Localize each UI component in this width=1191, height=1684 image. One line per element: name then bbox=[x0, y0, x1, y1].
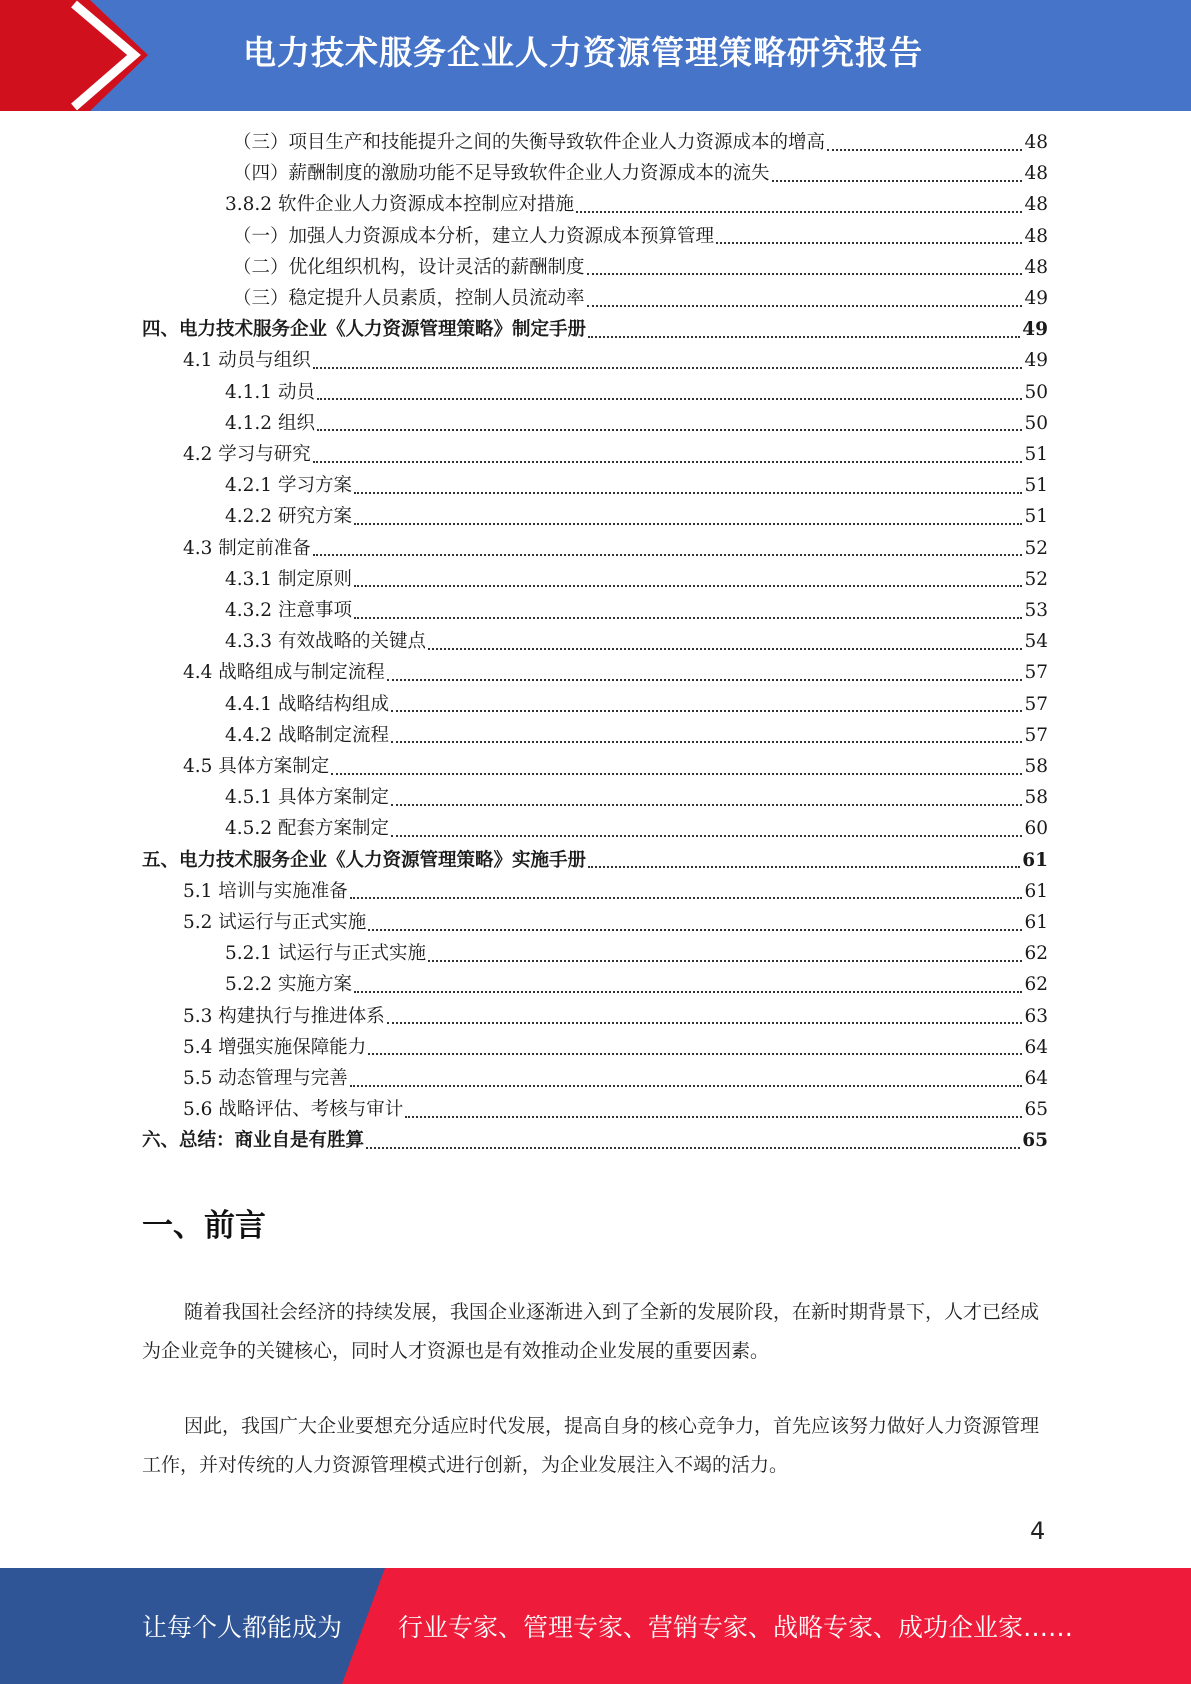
toc-entry-page: 61 bbox=[1024, 912, 1048, 933]
footer-slogan-left: 让每个人都能成为 bbox=[142, 1613, 343, 1642]
toc-entry[interactable] bbox=[225, 408, 1048, 439]
toc-entry-title: 5.4 增强实施保障能力 bbox=[183, 1036, 367, 1058]
toc-entry-page: 62 bbox=[1024, 974, 1048, 996]
toc-dot-leader bbox=[391, 804, 1022, 806]
toc-entry-title: 5.3 构建执行与推进体系 bbox=[183, 1005, 385, 1027]
toc-entry-page: 49 bbox=[1022, 319, 1048, 341]
toc-entry[interactable] bbox=[233, 283, 1048, 314]
toc-entry-title: 4.4.2 战略制定流程 bbox=[225, 724, 389, 746]
toc-entry[interactable] bbox=[225, 938, 1048, 969]
toc-entry[interactable] bbox=[183, 1032, 1048, 1063]
toc-entry-page: 48 bbox=[1024, 194, 1048, 216]
toc-dot-leader bbox=[391, 741, 1022, 743]
toc-entry-title: 4.1.2 组织 bbox=[225, 412, 315, 434]
toc-entry-title: 4.5 具体方案制定 bbox=[183, 756, 330, 777]
toc-dot-leader bbox=[354, 492, 1023, 494]
toc-dot-leader bbox=[317, 398, 1023, 400]
toc-dot-leader bbox=[405, 1116, 1022, 1118]
toc-entry-page: 52 bbox=[1024, 537, 1048, 559]
toc-entry-title: 5.6 战略评估、考核与审计 bbox=[183, 1099, 404, 1121]
toc-entry-page: 63 bbox=[1024, 1005, 1048, 1027]
toc-entry[interactable] bbox=[183, 1094, 1048, 1125]
toc-entry-title: 4.4.1 战略结构组成 bbox=[225, 693, 389, 715]
toc-entry[interactable] bbox=[233, 127, 1048, 158]
toc-entry-page: 49 bbox=[1024, 288, 1048, 309]
toc-entry-title: （三）稳定提升人员素质，控制人员流动率 bbox=[233, 288, 585, 309]
toc-entry-page: 61 bbox=[1022, 849, 1048, 871]
toc-entry-title: 4.3.2 注意事项 bbox=[225, 600, 352, 621]
toc-entry[interactable] bbox=[225, 969, 1048, 1000]
toc-dot-leader bbox=[350, 897, 1023, 899]
toc-entry-title: 5.1 培训与实施准备 bbox=[183, 880, 348, 902]
toc-entry-title: 4.5.1 具体方案制定 bbox=[225, 787, 389, 809]
toc-entry[interactable] bbox=[225, 782, 1048, 813]
toc-entry[interactable] bbox=[183, 1001, 1048, 1032]
section-heading: 一、前言 bbox=[142, 1208, 266, 1244]
toc-dot-leader bbox=[354, 617, 1023, 619]
toc-dot-leader bbox=[716, 242, 1022, 244]
toc-entry-title: 4.3 制定前准备 bbox=[183, 537, 311, 559]
toc-entry-page: 61 bbox=[1024, 880, 1048, 902]
toc-entry[interactable] bbox=[225, 189, 1048, 220]
toc-entry-title: 5.2.2 实施方案 bbox=[225, 974, 352, 996]
toc-entry-page: 51 bbox=[1024, 475, 1048, 497]
toc-entry-page: 60 bbox=[1024, 818, 1048, 840]
page-number: 4 bbox=[1030, 1517, 1046, 1545]
body-paragraph-2: 因此，我国广大企业要想充分适应时代发展，提高自身的核心竞争力，首先应该努力做好人力资源管理工作，并对传统的人力资源管理模式进行创新，为企业发展注入不竭的活力。 bbox=[142, 1415, 1040, 1476]
toc-dot-leader bbox=[368, 1053, 1022, 1055]
toc-dot-leader bbox=[317, 429, 1023, 431]
toc-entry-page: 64 bbox=[1024, 1036, 1048, 1058]
toc-entry-title: 4.1.1 动员 bbox=[225, 381, 315, 403]
toc-entry-title: 5.2.1 试运行与正式实施 bbox=[225, 943, 426, 965]
toc-entry-title: （四）薪酬制度的激励功能不足导致软件企业人力资源成本的流失 bbox=[233, 163, 770, 185]
toc-entry-page: 58 bbox=[1024, 756, 1048, 777]
footer-slogan-right: 行业专家、管理专家、营销专家、战略专家、成功企业家…… bbox=[398, 1613, 1074, 1642]
toc-entry-page: 52 bbox=[1024, 568, 1048, 590]
toc-entry[interactable] bbox=[233, 221, 1048, 252]
toc-dot-leader bbox=[354, 991, 1023, 993]
toc-dot-leader bbox=[587, 273, 1023, 275]
toc-entry[interactable] bbox=[225, 689, 1048, 720]
toc-entry[interactable] bbox=[233, 158, 1048, 189]
toc-entry-title: （二）优化组织机构，设计灵活的薪酬制度 bbox=[233, 256, 585, 278]
toc-entry[interactable] bbox=[225, 564, 1048, 595]
toc-entry[interactable] bbox=[225, 626, 1048, 657]
toc-entry[interactable] bbox=[183, 345, 1048, 376]
toc-entry-title: 4.3.1 制定原则 bbox=[225, 568, 352, 590]
toc-entry-page: 50 bbox=[1024, 412, 1048, 434]
toc-dot-leader bbox=[587, 305, 1023, 307]
page-footer bbox=[0, 1568, 1191, 1684]
toc-entry[interactable] bbox=[183, 533, 1048, 564]
toc-entry[interactable] bbox=[225, 720, 1048, 751]
toc-entry-page: 58 bbox=[1024, 787, 1048, 809]
toc-entry-page: 65 bbox=[1024, 1099, 1048, 1121]
toc-entry[interactable] bbox=[183, 907, 1048, 938]
toc-entry-page: 48 bbox=[1024, 256, 1048, 278]
toc-entry-title: 4.4 战略组成与制定流程 bbox=[183, 662, 385, 684]
toc-entry-title: 4.5.2 配套方案制定 bbox=[225, 818, 389, 840]
toc-entry-page: 64 bbox=[1024, 1068, 1048, 1089]
toc-entry-page: 62 bbox=[1024, 943, 1048, 965]
toc-dot-leader bbox=[428, 648, 1022, 650]
toc-dot-leader bbox=[387, 1022, 1023, 1024]
toc-entry-title: 3.8.2 软件企业人力资源成本控制应对措施 bbox=[225, 194, 574, 216]
toc-dot-leader bbox=[428, 960, 1022, 962]
toc-dot-leader bbox=[313, 554, 1023, 556]
toc-dot-leader bbox=[368, 929, 1022, 931]
toc-entry-page: 48 bbox=[1024, 163, 1048, 185]
toc-entry[interactable] bbox=[233, 252, 1048, 283]
body-paragraph-1: 随着我国社会经济的持续发展，我国企业逐渐进入到了全新的发展阶段，在新时期背景下，人才已经成为企业竞争的关键核心，同时人才资源也是有效推动企业发展的重要因素。 bbox=[142, 1301, 1040, 1362]
toc-dot-leader bbox=[313, 367, 1023, 369]
toc-entry-title: 4.3.3 有效战略的关键点 bbox=[225, 631, 426, 653]
toc-dot-leader bbox=[576, 211, 1022, 213]
toc-entry-page: 57 bbox=[1024, 662, 1048, 684]
toc-dot-leader bbox=[354, 523, 1023, 525]
toc-entry[interactable] bbox=[225, 501, 1048, 532]
toc-entry-title: 4.2 学习与研究 bbox=[183, 444, 311, 465]
toc-entry[interactable] bbox=[183, 1063, 1048, 1094]
toc-entry-page: 57 bbox=[1024, 724, 1048, 746]
toc-entry-page: 51 bbox=[1024, 506, 1048, 528]
toc-entry[interactable] bbox=[142, 314, 1048, 345]
toc-entry-page: 53 bbox=[1024, 600, 1048, 621]
toc-entry-page: 48 bbox=[1024, 132, 1048, 153]
toc-dot-leader bbox=[391, 835, 1022, 837]
toc-entry-title: （三）项目生产和技能提升之间的失衡导致软件企业人力资源成本的增高 bbox=[233, 132, 826, 153]
header-chevron-decoration bbox=[0, 0, 160, 111]
toc-entry-title: 5.5 动态管理与完善 bbox=[183, 1068, 348, 1089]
toc-entry-page: 50 bbox=[1024, 381, 1048, 403]
toc-dot-leader bbox=[313, 461, 1023, 463]
toc-entry[interactable] bbox=[183, 751, 1048, 782]
toc-entry-page: 57 bbox=[1024, 693, 1048, 715]
toc-entry-title: 4.2.2 研究方案 bbox=[225, 506, 352, 528]
toc-dot-leader bbox=[350, 1085, 1023, 1087]
toc-entry[interactable] bbox=[225, 377, 1048, 408]
toc-entry-page: 65 bbox=[1022, 1130, 1048, 1152]
toc-entry-title: 5.2 试运行与正式实施 bbox=[183, 912, 367, 933]
toc-entry-page: 54 bbox=[1024, 631, 1048, 653]
toc-dot-leader bbox=[331, 773, 1022, 775]
toc-dot-leader bbox=[827, 149, 1022, 151]
toc-entry-page: 49 bbox=[1024, 350, 1048, 372]
toc-entry-title: （一）加强人力资源成本分析，建立人力资源成本预算管理 bbox=[233, 225, 715, 247]
toc-dot-leader bbox=[366, 1147, 1020, 1149]
toc-dot-leader bbox=[391, 710, 1022, 712]
toc-entry[interactable] bbox=[183, 657, 1048, 688]
toc-dot-leader bbox=[387, 679, 1023, 681]
toc-entry[interactable] bbox=[183, 876, 1048, 907]
toc-dot-leader bbox=[588, 866, 1020, 868]
toc-dot-leader bbox=[772, 180, 1023, 182]
toc-entry-title: 4.2.1 学习方案 bbox=[225, 475, 352, 497]
toc-entry-title: 五、电力技术服务企业《人力资源管理策略》实施手册 bbox=[142, 849, 587, 871]
toc-entry-page: 48 bbox=[1024, 225, 1048, 247]
toc-dot-leader bbox=[588, 336, 1020, 338]
toc-entry[interactable] bbox=[142, 1125, 1048, 1156]
header-title: 电力技术服务企业人力资源管理策略研究报告 bbox=[243, 33, 923, 72]
toc-dot-leader bbox=[354, 585, 1023, 587]
toc-entry-title: 六、总结：商业自是有胜算 bbox=[142, 1130, 365, 1152]
toc-entry-title: 4.1 动员与组织 bbox=[183, 350, 311, 372]
toc-entry[interactable] bbox=[225, 595, 1048, 626]
toc-entry-page: 51 bbox=[1024, 444, 1048, 465]
toc-entry[interactable] bbox=[142, 845, 1048, 876]
toc-entry[interactable] bbox=[225, 813, 1048, 844]
toc-entry-title: 四、电力技术服务企业《人力资源管理策略》制定手册 bbox=[142, 319, 587, 341]
toc-entry[interactable] bbox=[183, 439, 1048, 470]
page-header bbox=[0, 0, 1191, 111]
toc-entry[interactable] bbox=[225, 470, 1048, 501]
